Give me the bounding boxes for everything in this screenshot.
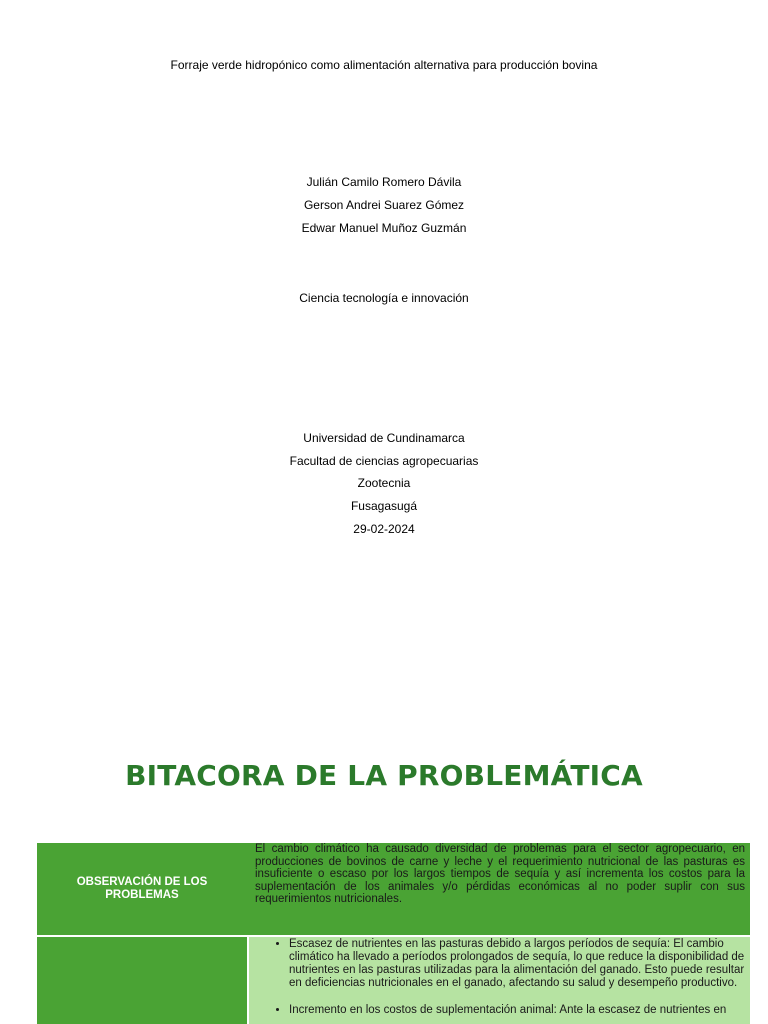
author-2: Gerson Andrei Suarez Gómez — [303, 198, 465, 212]
table-row-2-label-cell — [37, 937, 247, 1024]
institution-faculty: Facultad de ciencias agropecuarias — [289, 454, 479, 468]
document-title: Forraje verde hidropónico como alimentación alternativa para producción bovina — [170, 58, 598, 72]
institution-city: Fusagasugá — [350, 499, 418, 513]
observation-text: El cambio climático ha causado diversidad de problemas para el sector agropecuario, en producciones de bovinos de carne y leche y el requerimiento nutricional de las pasturas es insuficiente o escaso por los largos tiempos de sequía y así incrementa los costos para la suplementación de los animales y/o pérdidas económicas al no poder suplir con sus requerimientos nutricionales. — [255, 843, 745, 905]
document-date: 29-02-2024 — [353, 522, 415, 536]
bitacora-table — [37, 843, 750, 1024]
problem-list — [269, 938, 750, 1024]
list-item: • Escasez de nutrientes en las pasturas debido a largos períodos de sequía: El cambio climático ha llevado a períodos prolongados de sequía, lo que reduce la disponibilidad de nutrientes en las pasturas utilizadas para la alimentación del ganado. Esto puede resultar en deficiencias nutricionales en el ganado, afectando su salud y desempeño productivo. — [289, 938, 750, 990]
institution-university: Universidad de Cundinamarca — [303, 431, 465, 445]
course-name: Ciencia tecnología e innovación — [299, 291, 469, 305]
institution-program: Zootecnia — [357, 476, 411, 490]
list-item: • Incremento en los costos de suplementación animal: Ante la escasez de nutrientes en — [289, 1004, 750, 1017]
bitacora-heading: BITACORA DE LA PROBLEMÁTICA — [125, 759, 643, 792]
author-1: Julián Camilo Romero Dávila — [306, 175, 462, 189]
author-3: Edwar Manuel Muñoz Guzmán — [301, 221, 467, 235]
table-row-observation — [37, 843, 750, 935]
observation-label: OBSERVACIÓN DE LOS PROBLEMAS — [76, 876, 208, 901]
